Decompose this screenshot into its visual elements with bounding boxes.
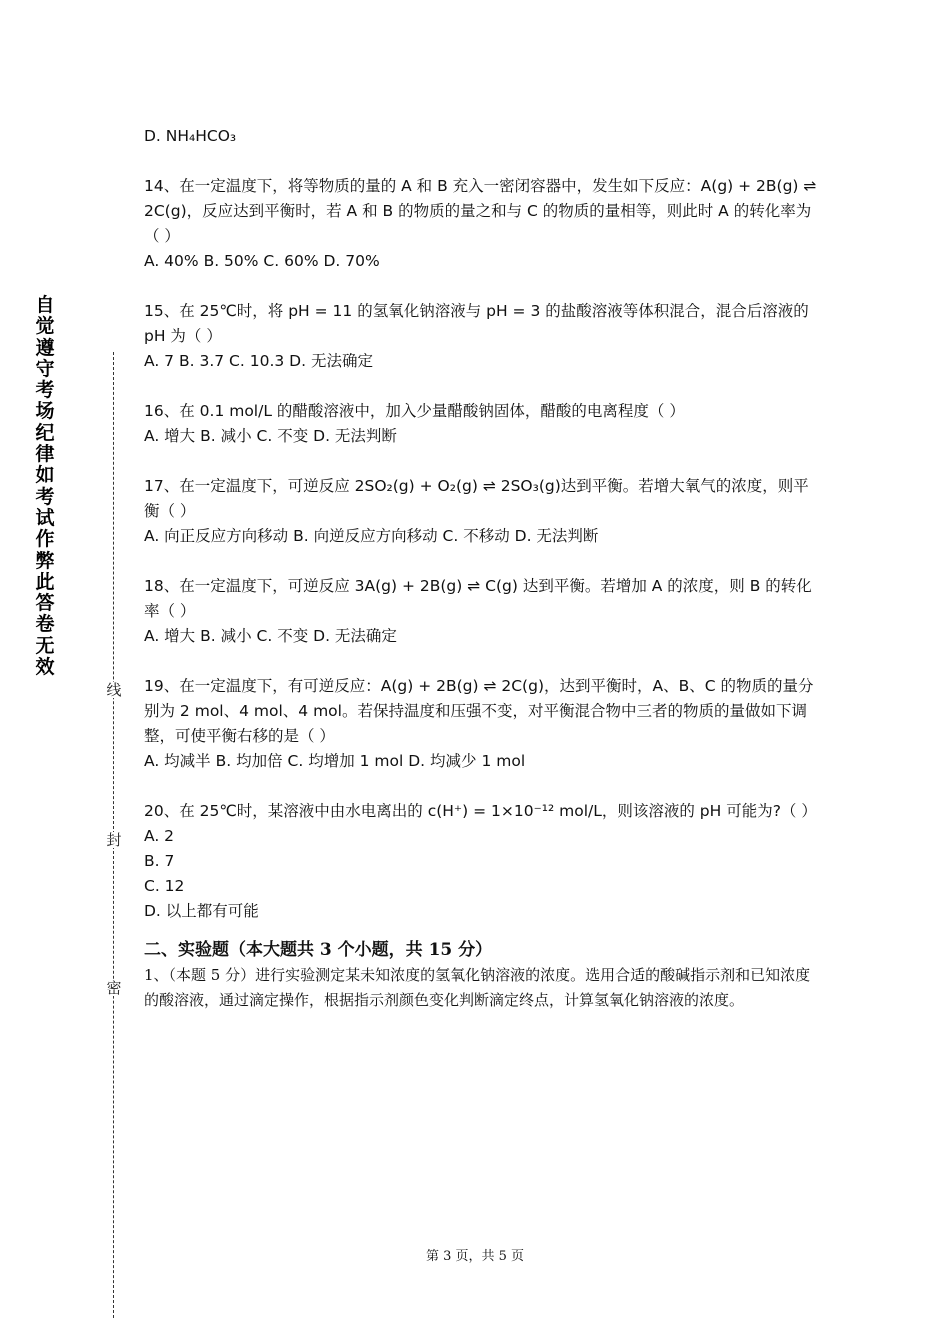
experiment-question-1: 1、（本题 5 分）进行实验测定某未知浓度的氢氧化钠溶液的浓度。选用合适的酸碱指示剂和已知浓度的酸溶液，通过滴定操作，根据指示剂颜色变化判断滴定终点，计算氢氧化钠溶液的浓度。: [144, 966, 811, 1009]
question-text: 14、在一定温度下，将等物质的量的 A 和 B 充入一密闭容器中，发生如下反应：A(g) + 2B(g) ⇌ 2C(g)，反应达到平衡时，若 A 和 B 的物质的量之和与 C 的物质的量相等，则此时 A 的转化率为（ ）: [144, 177, 817, 245]
page-number-footer: 第 3 页，共 5 页: [425, 1249, 525, 1264]
question-14: [144, 174, 824, 274]
carry-over-question: [144, 124, 824, 149]
question-options: A. 向正反应方向移动 B. 向逆反应方向移动 C. 不移动 D. 无法判断: [144, 527, 599, 545]
question-text: 18、在一定温度下，可逆反应 3A(g) + 2B(g) ⇌ C(g) 达到平衡。若增加 A 的浓度，则 B 的转化率（ ）: [144, 577, 812, 620]
question-19: [144, 674, 824, 774]
exam-discipline-notice: 自觉遵守考场纪律如考试作弊此答卷无效: [35, 294, 55, 679]
question-options: A. 增大 B. 减小 C. 不变 D. 无法确定: [144, 627, 397, 645]
section-2-title: 二、实验题（本大题共 3 个小题，共 15 分）: [144, 940, 493, 960]
question-options: A. 增大 B. 减小 C. 不变 D. 无法判断: [144, 427, 397, 445]
question-options: A. 7 B. 3.7 C. 10.3 D. 无法确定: [144, 352, 373, 370]
question-text: 19、在一定温度下，有可逆反应：A(g) + 2B(g) ⇌ 2C(g)，达到平衡时，A、B、C 的物质的量分别为 2 mol、4 mol、4 mol。若保持温度和压强不变，对平衡混合物中三者的物质的量做如下调整，可使平衡右移的是（ ）: [144, 677, 814, 745]
option-d: D. 以上都有可能: [144, 902, 259, 920]
question-18: [144, 574, 824, 649]
question-content: [144, 124, 824, 1013]
option-d-carry: D. NH₄HCO₃: [144, 127, 237, 145]
question-16: [144, 399, 824, 449]
seal-label-dense: 密: [106, 979, 122, 997]
question-text: 15、在 25℃时，将 pH = 11 的氢氧化钠溶液与 pH = 3 的盐酸溶液等体积混合，混合后溶液的 pH 为（ ）: [144, 302, 809, 345]
question-options: A. 均减半 B. 均加倍 C. 均增加 1 mol D. 均减少 1 mol: [144, 752, 526, 770]
question-15: [144, 299, 824, 374]
option-b: B. 7: [144, 852, 175, 870]
question-17: [144, 474, 824, 549]
question-text: 20、在 25℃时，某溶液中由水电离出的 c(H⁺) = 1×10⁻¹² mol/L，则该溶液的 pH 可能为?（ ）: [144, 802, 817, 820]
seal-label-seal: 封: [106, 831, 122, 849]
seal-label-line: 线: [106, 681, 122, 699]
question-20: [144, 799, 824, 924]
option-a: A. 2: [144, 827, 175, 845]
question-text: 16、在 0.1 mol/L 的醋酸溶液中，加入少量醋酸钠固体，醋酸的电离程度（ ）: [144, 402, 685, 420]
question-options: A. 40% B. 50% C. 60% D. 70%: [144, 252, 380, 270]
option-c: C. 12: [144, 877, 185, 895]
question-text: 17、在一定温度下，可逆反应 2SO₂(g) + O₂(g) ⇌ 2SO₃(g)达到平衡。若增大氧气的浓度，则平衡（ ）: [144, 477, 809, 520]
